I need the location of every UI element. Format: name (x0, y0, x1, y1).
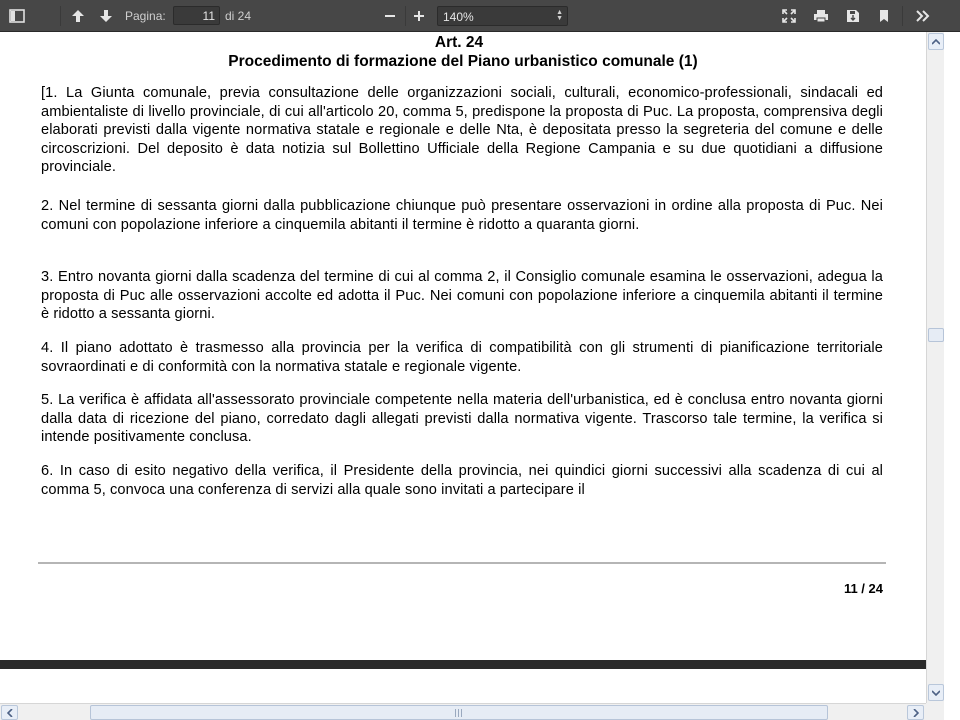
scroll-down-button[interactable] (928, 684, 944, 701)
arrow-up-icon[interactable] (66, 4, 90, 28)
page-label: Pagina: (125, 9, 166, 23)
paragraph-4: 4. Il piano adottato è trasmesso alla provincia per la verifica di compatibilità con gli strumenti di pianificazione territoriale sovraordinati e di conformità con la normativa statale e regionale vigente. (41, 340, 883, 375)
sidebar-toggle-icon[interactable] (5, 4, 29, 28)
viewer-toolbar (0, 0, 960, 32)
save-icon[interactable] (841, 4, 865, 28)
horizontal-scrollbar[interactable] (0, 703, 926, 720)
double-chevron-right-icon[interactable] (911, 4, 935, 28)
document-viewer[interactable] (0, 32, 926, 703)
paragraph-3: 3. Entro novanta giorni dalla scadenza del termine di cui al comma 2, il Consiglio comunale esamina le osservazioni, adegua la proposta di Puc alle osservazioni accolte ed adotta il Puc. Nei comuni con popolazione inferiore a cinquemila abitanti il termine è ridotto a sessanta giorni. (41, 269, 883, 322)
scrollbar-corner (926, 703, 944, 720)
scroll-left-button[interactable] (1, 705, 18, 720)
page-separator (0, 660, 926, 669)
grip-icon (455, 709, 463, 717)
toolbar-separator (60, 6, 61, 26)
article-title: Art. 24 (434, 34, 484, 51)
scroll-right-button[interactable] (907, 705, 924, 720)
printer-icon[interactable] (809, 4, 833, 28)
toolbar-separator (902, 6, 903, 26)
minus-icon[interactable] (378, 4, 402, 28)
paragraph-5: 5. La verifica è affidata all'assessorato provinciale competente nella materia dell'urbanistica, ed è conclusa entro novanta giorni dalla data di ricezione del piano, corredato dagli allegati previsti dalla normativa vigente. Trascorso tale termine, la verifica si intende positivamente conclusa. (41, 392, 883, 445)
page-total-label: di 24 (225, 9, 252, 23)
page-number-footer: 11 / 24 (843, 581, 883, 596)
toolbar-separator (405, 6, 406, 26)
scroll-up-button[interactable] (928, 33, 944, 50)
bookmark-icon[interactable] (872, 4, 896, 28)
paragraph-2: 2. Nel termine di sessanta giorni dalla pubblicazione chiunque può presentare osservazioni in ordine alla proposta di Puc. Nei comuni con popolazione inferiore a cinquemila abitanti il termine è ridotto a quaranta giorni. (41, 198, 883, 233)
plus-icon[interactable] (407, 4, 431, 28)
horizontal-scroll-thumb[interactable] (90, 705, 828, 720)
article-subtitle: Procedimento di formazione del Piano urbanistico comunale (1) (228, 53, 698, 70)
paragraph-6: 6. In caso di esito negativo della verifica, il Presidente della provincia, nei quindici giorni successivi alla scadenza di cui al comma 5, convoca una conferenza di servizi alla quale sono invitati a partecipare il (41, 463, 883, 498)
next-page-top (0, 669, 926, 703)
arrow-down-icon[interactable] (94, 4, 118, 28)
fullscreen-icon[interactable] (777, 4, 801, 28)
vertical-scrollbar[interactable] (926, 32, 944, 703)
select-arrows-icon: ▲ ▼ (556, 9, 563, 22)
page-number-input[interactable]: 11 (173, 6, 220, 25)
vertical-scroll-thumb[interactable] (928, 328, 944, 342)
zoom-value: 140% (443, 10, 474, 24)
zoom-select[interactable] (437, 6, 568, 26)
paragraph-1: [1. La Giunta comunale, previa consultazione delle organizzazioni sociali, culturali, economico-professionali, sindacali ed ambientaliste di livello provinciale, di cui all'articolo 20, comma 5, predispone la proposta di Puc. La proposta, comprensiva degli elaborati previsti dalla vigente normativa statale e regionale e delle Nta, è depositata presso la segreteria del comune e delle circoscrizioni. Del deposito è data notizia sul Bollettino Ufficiale della Regione Campania e su due quotidiani a diffusione provinciale. (41, 85, 883, 175)
window-right-edge (944, 32, 960, 720)
page-footer-rule (38, 562, 886, 564)
